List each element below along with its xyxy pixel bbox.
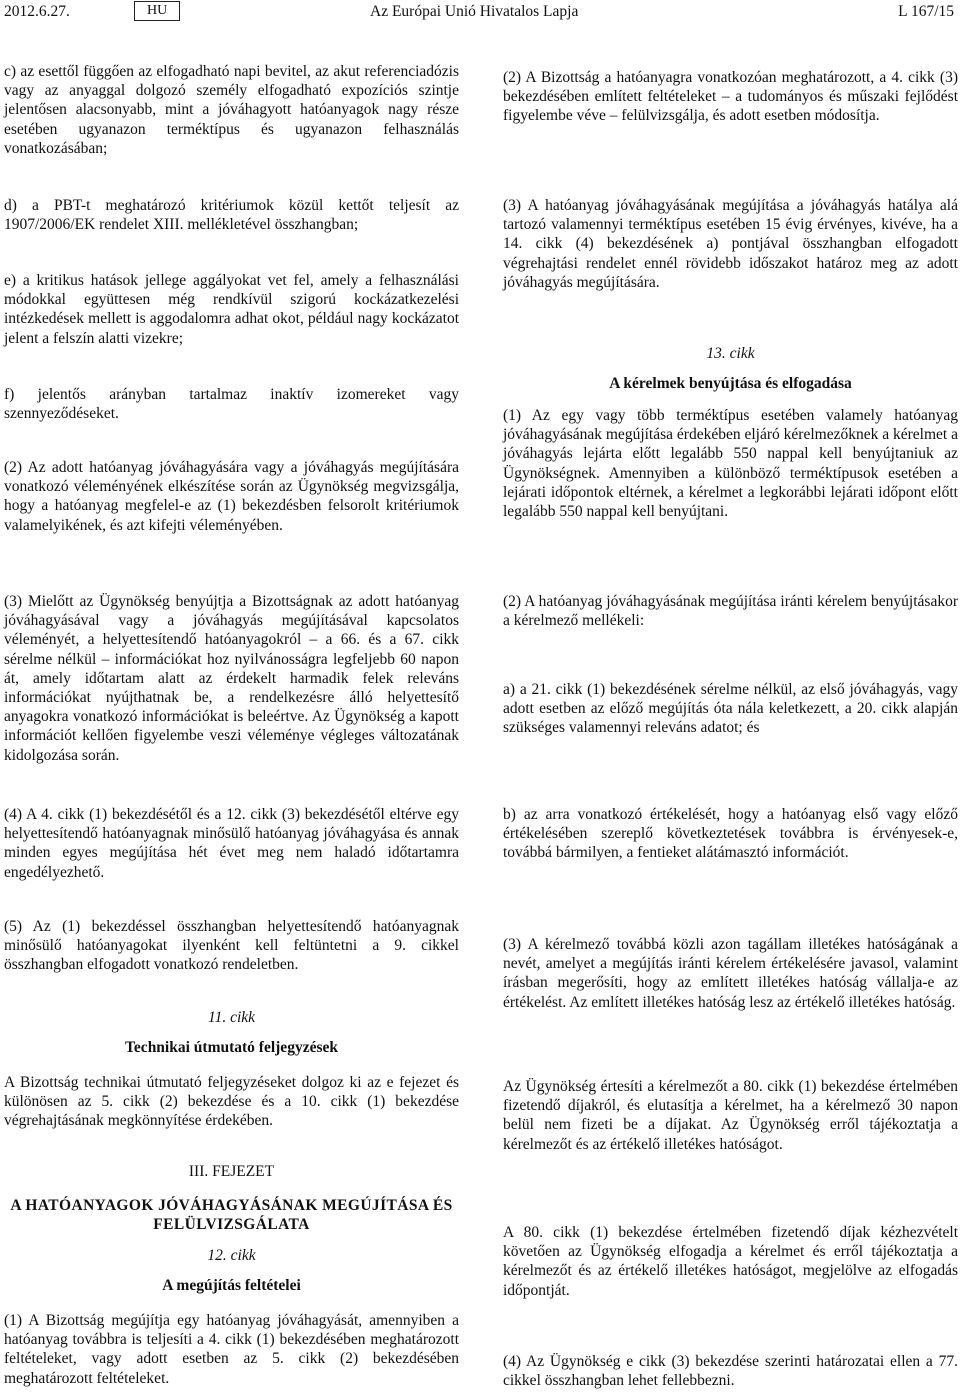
article-12-paragraph-1: (1) A Bizottság megújítja egy hatóanyag jóváhagyását, amennyiben a hatóanyag továbbra is teljesíti a 4. cikk (1) bekezdésében meghatározott feltételeket, vagy adott esetben az 5. cikk (2) bekezdésében meghatározott feltételeket. [4,1312,459,1387]
article-12-paragraph-2: (2) A Bizottság a hatóanyagra vonatkozóan meghatározott, a 4. cikk (3) bekezdésében említett feltételeket – a tudományos és műszaki fejlődést figyelembe véve – felülvizsgálja, és adott esetben módosítja. [503,69,958,125]
article-12-paragraph-3: (3) A hatóanyag jóváhagyásának megújítása a jóváhagyás hatálya alá tartozó valamennyi terméktípus esetében 15 évig érvényes, kivéve, ha a 14. cikk (4) bekezdésének a) pontjával összhangban elfogadott végrehajtási rendelet ennél rövidebb időszakot határoz meg az adott jóváhagyás megújítására. [503,197,958,291]
paragraph-2: (2) Az adott hatóanyag jóváhagyására vagy a jóváhagyás megújítására vonatkozó véleményének elkészítése során az Ügynökség megvizsgálja, hogy a hatóanyag megfelel-e az (1) bekezdésben felsorolt kritériumok valamelyikének, és azt kifejti véleményében. [4,459,459,534]
point-d: d) a PBT-t meghatározó kritériumok közül kettőt teljesít az 1907/2006/EK rendelet XIII. mellékletével összhangban; [4,197,459,234]
paragraph-3: (3) Mielőtt az Ügynökség benyújtja a Bizottságnak az adott hatóanyag jóváhagyásával vagy a jóváhagyás megújításával kapcsolatos véleményét, a helyettesítendő hatóanyagokról – a 66. és a 67. cikk sérelme nélkül – információkat hoz nyilvánosságra legfeljebb 60 napon át, amely időtartam alatt az érdekelt harmadik felek releváns információkat nyújthatnak be, a rendelkezésre álló helyettesítő anyagokra vonatkozó információkat is beleértve. Az Ügynökség a kapott információt kellően figyelembe veszi véleménye végleges változatának kidolgozása során. [4,593,459,764]
page-number: L 167/15 [898,3,954,20]
journal-title: Az Európai Unió Hivatalos Lapja [370,3,579,20]
chapter-number: III. FEJEZET [188,1163,275,1180]
point-f: f) jelentős arányban tartalmaz inaktív izomereket vagy szennyeződéseket. [4,386,459,423]
paragraph-4: (4) A 4. cikk (1) bekezdésétől és a 12. cikk (3) bekezdésétől eltérve egy helyettesítendő hatóanyagnak minősülő hatóanyag jóváhagyása és annak minden egyes megújítása hét évet meg nem haladó időtartamra engedélyezhető. [4,806,459,881]
article-13-paragraph-3: (3) A kérelmező továbbá közli azon tagállam illetékes hatóságának a nevét, amelyet a megújítás iránti kérelem értékelésére javasol, valamint írásban megerősíti, hogy az említett illetékes hatóság vállalja-e az értékelést. Az említett illetékes hatóság lesz az értékelő illetékes hatóság. [503,936,958,1011]
article-13-title: A kérelmek benyújtása és elfogadása [609,375,852,392]
acceptance-paragraph: A 80. cikk (1) bekezdése értelmében fizetendő díjak kézhezvételt követően az Ügynökség elfogadja a kérelmet és erről tájékoztatja a kérelmezőt és az értékelő illetékes hatóságot, megjelölve az elfogadás időpontját. [503,1224,958,1299]
article-11-text: A Bizottság technikai útmutató feljegyzéseket dolgoz ki az e fejezet és különösen az 5. cikk (2) bekezdése és a 10. cikk (1) bekezdése végrehajtásának megkönnyítése érdekében. [4,1074,459,1130]
publication-date: 2012.6.27. [4,3,70,20]
article-13-paragraph-4: (4) Az Ügynökség e cikk (3) bekezdése szerinti határozatai ellen a 77. cikkel összhangban lehet fellebbezni. [503,1353,958,1390]
article-13-paragraph-2: (2) A hatóanyag jóváhagyásának megújítása iránti kérelem benyújtásakor a kérelmező mellékeli: [503,593,958,630]
language-badge: HU [134,1,180,21]
article-11-title: Technikai útmutató feljegyzések [125,1039,338,1056]
point-a: a) a 21. cikk (1) bekezdésének sérelme nélkül, az első jóváhagyás, vagy adott esetben az előző megújítás óta nála keletkezett, a 20. cikk alapján szükséges valamennyi releváns adatot; és [503,681,958,737]
article-12-title: A megújítás feltételei [162,1277,301,1294]
article-11-number: 11. cikk [207,1009,256,1026]
paragraph-5: (5) Az (1) bekezdéssel összhangban helyettesítendő hatóanyagnak minősülő hatóanyagokat ilyenként kell feltüntetni a 9. cikkel összhangban elfogadott vonatkozó rendeletben. [4,918,459,974]
page-header [0,0,960,26]
fee-notification-paragraph: Az Ügynökség értesíti a kérelmezőt a 80. cikk (1) bekezdése értelmében fizetendő díjakról, és elutasítja a kérelmet, ha a kérelmező 30 napon belül nem fizeti be a díjakat. Az Ügynökség erről tájékoztatja a kérelmezőt és az értékelő illetékes hatóságot. [503,1078,958,1153]
point-b: b) az arra vonatkozó értékelését, hogy a hatóanyag első vagy előző értékelésében szereplő következtetések továbbra is érvényesek-e, továbbá bármilyen, a fentieket alátámasztó információt. [503,806,958,862]
point-e: e) a kritikus hatások jellege aggályokat vet fel, amely a felhasználási módokkal együttesen még rendkívül szigorú kockázatkezelési intézkedések mellett is aggodalomra adhat okot, például nagy kockázatot jelent a felszín alatti vizekre; [4,272,459,347]
article-13-paragraph-1: (1) Az egy vagy több terméktípus esetében valamely hatóanyag jóváhagyásának megújítása érdekében eljáró kérelmezőknek a kérelmet a jóváhagyás lejárta előtt legalább 550 nappal kell benyújtaniuk az Ügynökségnek. Amennyiben a különböző terméktípusok esetében a lejárati időpontok eltérnek, a kérelmet a legkorábbi lejárati időpont előtt legalább 550 nappal kell benyújtani. [503,407,958,521]
chapter-title: A HATÓANYAGOK JÓVÁHAGYÁSÁNAK MEGÚJÍTÁSA ÉS FELÜLVIZSGÁLATA [10,1197,453,1234]
article-13-number: 13. cikk [706,345,755,362]
point-c: c) az esettől függően az elfogadható napi bevitel, az akut referenciadózis vagy az anyaggal dolgozó személy elfogadható expozíciós szintje jelentősen alacsonyabb, mint a jóváhagyott hatóanyagok nagy része esetében ugyanazon terméktípus és ugyanazon felhasználás vonatkozásában; [4,63,459,157]
article-12-number: 12. cikk [207,1247,256,1264]
